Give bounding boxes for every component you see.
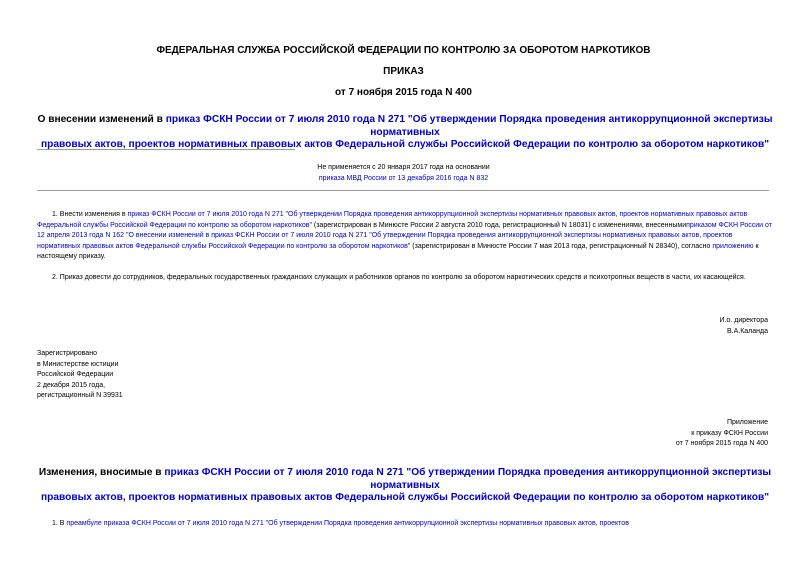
appendix-block bbox=[676, 418, 768, 450]
changes-title-prefix: Изменения, вносимые в bbox=[38, 467, 165, 478]
item-1-link-preamble[interactable]: преамбуле bbox=[66, 520, 102, 527]
item-1-link-order-271[interactable]: приказа ФСКН России от 7 июля 2010 года N 271 "Об утверждении Порядка проведения антикоррупционной экспертизы нормативных правовых актов, проектов bbox=[103, 520, 629, 527]
order-title-link-line1[interactable]: приказ ФСКН России от 7 июля 2010 года N 271 "Об утверждении Порядка проведения антикоррупционной экспертизы нормативных bbox=[165, 114, 773, 138]
signature-name: В.А.Каланда bbox=[726, 328, 768, 335]
paragraph-1-text-a: 1. Внести изменения в bbox=[52, 211, 128, 218]
doc-type-heading: ПРИКАЗ bbox=[383, 66, 424, 77]
paragraph-2: 2. Приказ довести до сотрудников, федеральных государственных гражданских служащих и работников органов по контролю за оборотом наркотических средств и психотропных веществ в части, их касающейся. bbox=[52, 274, 746, 281]
changes-title-link-line2[interactable]: правовых актов, проектов нормативных правовых актов Федеральной службы Российской Федерации по контролю за оборотом наркотиков" bbox=[40, 492, 770, 503]
paragraph-1 bbox=[37, 210, 772, 263]
changes-title bbox=[30, 467, 780, 505]
order-title bbox=[30, 114, 780, 152]
signature-position: И.о. директора bbox=[719, 317, 768, 324]
appendix-line-2: к приказу ФСКН России bbox=[691, 429, 768, 437]
order-title-prefix: О внесении изменений в bbox=[37, 114, 166, 125]
appendix-line-1: Приложение bbox=[726, 419, 768, 426]
paragraph-1-text-b: (зарегистрирован в Минюсте России 2 августа 2010 года, регистрационный N 18031) с изменениями, внесенными bbox=[311, 221, 687, 229]
registration-line-5: регистрационный N 39931 bbox=[37, 392, 123, 399]
registration-line-3: Российской Федерации bbox=[37, 371, 114, 378]
separator-long bbox=[37, 190, 769, 191]
registration-block bbox=[37, 349, 123, 402]
registration-line-1: Зарегистрировано bbox=[37, 350, 97, 357]
item-1-text-a: 1. В bbox=[52, 520, 67, 527]
doc-date-heading: от 7 ноября 2015 года N 400 bbox=[335, 87, 472, 98]
registration-line-2: в Министерстве юстиции bbox=[37, 360, 119, 368]
separator-short bbox=[37, 149, 295, 150]
appendix-line-3: от 7 ноября 2015 года N 400 bbox=[675, 440, 768, 447]
paragraph-1-link-appendix[interactable]: приложению bbox=[712, 242, 754, 250]
paragraph-1-link-order-162[interactable]: приказом ФСКН России от 12 апреля 2013 года N 162 "О внесении изменений в приказ ФСКН России от 7 июля 2010 года N 271 "Об утверждении Порядка проведения антикоррупционной экспертизы нормативных правовых актов, проектов нормативных правовых актов Федеральной службы Российской Федерации по контролю за оборотом наркотиков" bbox=[37, 221, 772, 250]
changes-title-link-line1[interactable]: приказ ФСКН России от 7 июля 2010 года N 271 "Об утверждении Порядка проведения антикоррупционной экспертизы нормативных bbox=[164, 467, 772, 491]
order-title-link-line2[interactable]: правовых актов, проектов нормативных правовых актов Федеральной службы Российской Федерации по контролю за оборотом наркотиков" bbox=[40, 139, 770, 150]
item-1 bbox=[37, 519, 772, 530]
paragraph-1-text-d: к настоящему приказу. bbox=[37, 242, 759, 261]
paragraph-1-text-c: (зарегистрирован в Минюсте России 7 мая 2013 года, регистрационный N 28340), согласно bbox=[410, 242, 713, 250]
notice-link[interactable]: приказа МВД России от 13 декабря 2016 года N 832 bbox=[318, 175, 489, 182]
registration-line-4: 2 декабря 2015 года, bbox=[37, 381, 106, 389]
agency-heading: ФЕДЕРАЛЬНАЯ СЛУЖБА РОССИЙСКОЙ ФЕДЕРАЦИИ ПО КОНТРОЛЮ ЗА ОБОРОТОМ НАРКОТИКОВ bbox=[156, 45, 651, 56]
paragraph-1-link-order-271[interactable]: приказ ФСКН России от 7 июля 2010 года N 271 "Об утверждении Порядка проведения антикоррупционной экспертизы нормативных правовых актов, проектов нормативных правовых актов Федеральной службы Российской Федерации по контролю за оборотом наркотиков" bbox=[37, 211, 748, 229]
notice-line: Не применяется с 20 января 2017 года на основании bbox=[317, 164, 490, 171]
